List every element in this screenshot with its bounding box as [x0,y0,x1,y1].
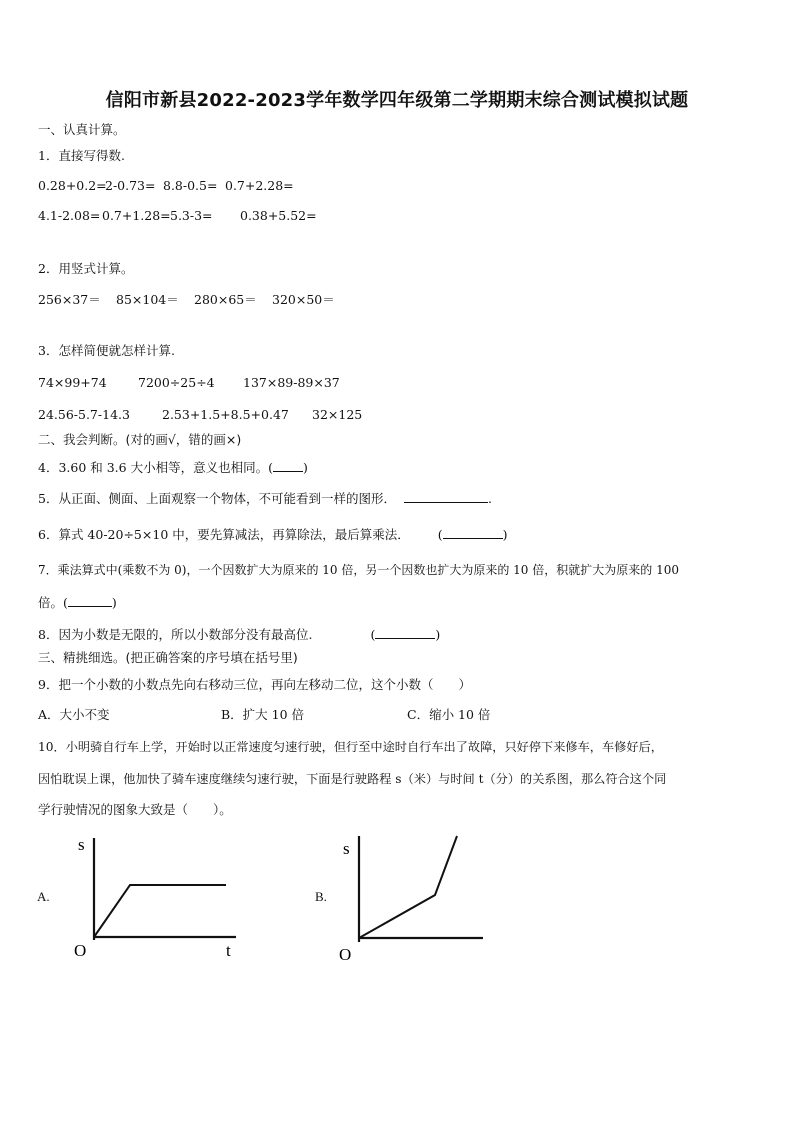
question-10-line-3: 学行驶情况的图象大致是（ ）。 [38,802,232,817]
origin-label: O [339,945,352,964]
expression: 0.7+2.28= [225,178,294,193]
expression: 256×37＝ [38,292,101,307]
graph-b-svg [335,828,495,968]
origin-label: O [74,941,87,960]
expression: 2-0.73= [105,178,156,193]
answer-blank[interactable] [443,525,503,539]
close-paren: ) [502,527,508,542]
question-7-line-1: 7．乘法算式中(乘数不为 0)，一个因数扩大为原来的 10 倍，另一个因数也扩大为原来的 10 倍，积就扩大为原来的 100 [38,563,679,577]
expression: 5.3-3= [170,208,213,223]
question-4-text: 4．3.60 和 3.6 大小相等，意义也相同。( [38,460,273,475]
graph-a-label[interactable]: A. [37,889,50,904]
question-7-line-2 [38,593,117,611]
option-c[interactable]: C．缩小 10 倍 [407,707,491,722]
answer-blank[interactable] [375,625,435,639]
distance-time-line [94,885,226,937]
question-10-line-2: 因怕耽误上课，他加快了骑车速度继续匀速行驶，下面是行驶路程 s（米）与时间 t（分）的关系图，那么符合这个同 [38,772,667,786]
distance-time-line [359,836,457,938]
answer-blank[interactable] [68,593,112,607]
graph-b-label[interactable]: B. [315,889,327,904]
question-9-options [38,707,490,723]
expression: 7200÷25÷4 [138,375,215,390]
expression: 74×99+74 [38,375,107,390]
question-3-row-1 [38,375,340,391]
question-1-row-1 [38,178,294,194]
question-9-stem: 9．把一个小数的小数点先向右移动三位，再向左移动二位，这个小数（ ） [38,677,471,692]
expression: 4.1-2.08= [38,208,101,223]
s-axis-label: s [78,835,85,854]
expression: 85×104＝ [116,292,179,307]
question-7-text: 倍。( [38,595,68,610]
answer-blank[interactable] [273,458,303,472]
expression: 320×50＝ [272,292,335,307]
question-1-stem: 1．直接写得数. [38,148,125,163]
expression: 2.53+1.5+8.5+0.47 [162,407,289,422]
close-paren: ) [302,460,308,475]
page-title: 信阳市新县2022-2023学年数学四年级第二学期期末综合测试模拟试题 [105,90,689,111]
section-2-heading: 二、我会判断。(对的画√，错的画×) [38,432,242,447]
option-a[interactable]: A．大小不变 [38,707,110,722]
question-1-row-2 [38,208,317,224]
question-6 [38,525,508,543]
graph-b[interactable] [335,828,495,968]
expression: 32×125 [312,407,363,422]
expression: 0.7+1.28= [102,208,171,223]
expression: 0.38+5.52= [240,208,317,223]
end-period: . [487,491,492,506]
answer-blank[interactable] [404,489,488,503]
expression: 0.28+0.2= [38,178,107,193]
question-2-stem: 2．用竖式计算。 [38,261,134,276]
question-10-line-1: 10．小明骑自行车上学，开始时以正常速度匀速行驶，但行至中途时自行车出了故障，只好停下来修车，车修好后， [38,740,663,754]
question-5-text: 5．从正面、侧面、上面观察一个物体，不可能看到一样的图形． [38,491,396,506]
question-8-text: 8．因为小数是无限的，所以小数部分没有最高位. [38,627,313,642]
t-axis-label: t [226,941,231,960]
question-4 [38,458,308,476]
expression: 137×89-89×37 [243,375,340,390]
s-axis-label: s [343,839,350,858]
question-6-text: 6．算式 40-20÷5×10 中，要先算减法，再算除法，最后算乘法． [38,527,410,542]
question-2-row [38,292,335,308]
graph-a[interactable] [70,830,250,965]
close-paren: ) [111,595,117,610]
question-8 [38,625,440,643]
close-paren: ) [435,627,441,642]
expression: 8.8-0.5= [163,178,218,193]
expression: 280×65＝ [194,292,257,307]
section-3-heading: 三、精挑细选。(把正确答案的序号填在括号里) [38,650,298,665]
question-3-stem: 3．怎样简便就怎样计算. [38,343,175,358]
expression: 24.56-5.7-14.3 [38,407,130,422]
question-3-row-2 [38,407,362,423]
section-1-heading: 一、认真计算。 [38,122,126,137]
option-b[interactable]: B．扩大 10 倍 [221,707,305,722]
question-5 [38,489,492,507]
open-paren: ( [370,627,376,642]
graph-a-svg [70,830,250,965]
open-paren: ( [437,527,443,542]
